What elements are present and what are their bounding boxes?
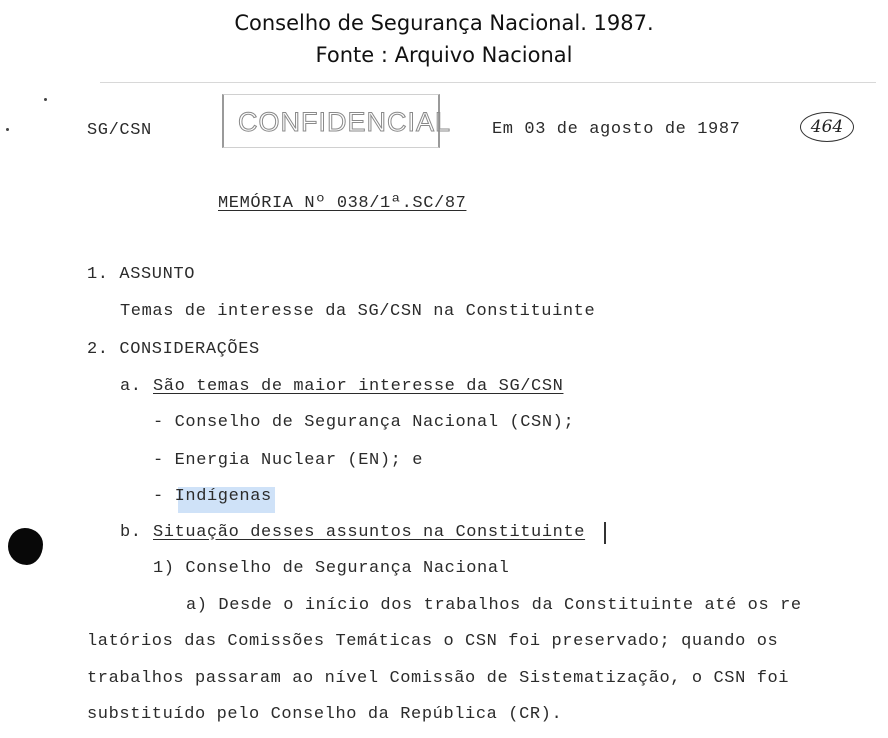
page-number-circle: 464 xyxy=(800,112,854,142)
paragraph-line-1: a) Desde o início dos trabalhos da Constituinte até os re xyxy=(186,596,802,615)
page-top-edge xyxy=(100,82,876,83)
bullet-indigenas: - Indígenas xyxy=(153,487,272,506)
dust-speck xyxy=(44,98,47,101)
header-org: SG/CSN xyxy=(87,121,152,140)
paragraph-line-3: trabalhos passaram ao nível Comissão de Sistematização, o CSN foi xyxy=(87,669,790,688)
confidential-stamp-text: CONFIDENCIAL xyxy=(238,107,452,137)
caption-source: Fonte : Arquivo Nacional xyxy=(315,43,573,67)
section2-heading: 2. CONSIDERAÇÕES xyxy=(87,340,260,359)
section1-text: Temas de interesse da SG/CSN na Constituinte xyxy=(120,302,596,321)
bullet-nuclear: - Energia Nuclear (EN); e xyxy=(153,451,424,470)
memo-title: MEMÓRIA Nº 038/1ª.SC/87 xyxy=(218,194,467,213)
confidential-stamp xyxy=(222,94,452,148)
text-cursor xyxy=(604,522,606,544)
paragraph-line-4: substituído pelo Conselho da República (CR). xyxy=(87,705,563,724)
paragraph-line-2: latórios das Comissões Temáticas o CSN foi preservado; quando os xyxy=(87,632,779,651)
bullet-csn: - Conselho de Segurança Nacional (CSN); xyxy=(153,413,575,432)
item-a-title: São temas de maior interesse da SG/CSN xyxy=(153,377,564,396)
item-b-marker: b. xyxy=(120,523,142,542)
sub1-heading: 1) Conselho de Segurança Nacional xyxy=(153,559,510,578)
header-date: Em 03 de agosto de 1987 xyxy=(492,120,741,139)
item-b-title: Situação desses assuntos na Constituinte xyxy=(153,523,586,542)
ink-blot xyxy=(8,528,43,565)
section1-heading: 1. ASSUNTO xyxy=(87,265,196,284)
dust-speck xyxy=(6,128,9,131)
caption-title: Conselho de Segurança Nacional. 1987. xyxy=(234,11,654,35)
item-a-marker: a. xyxy=(120,377,142,396)
